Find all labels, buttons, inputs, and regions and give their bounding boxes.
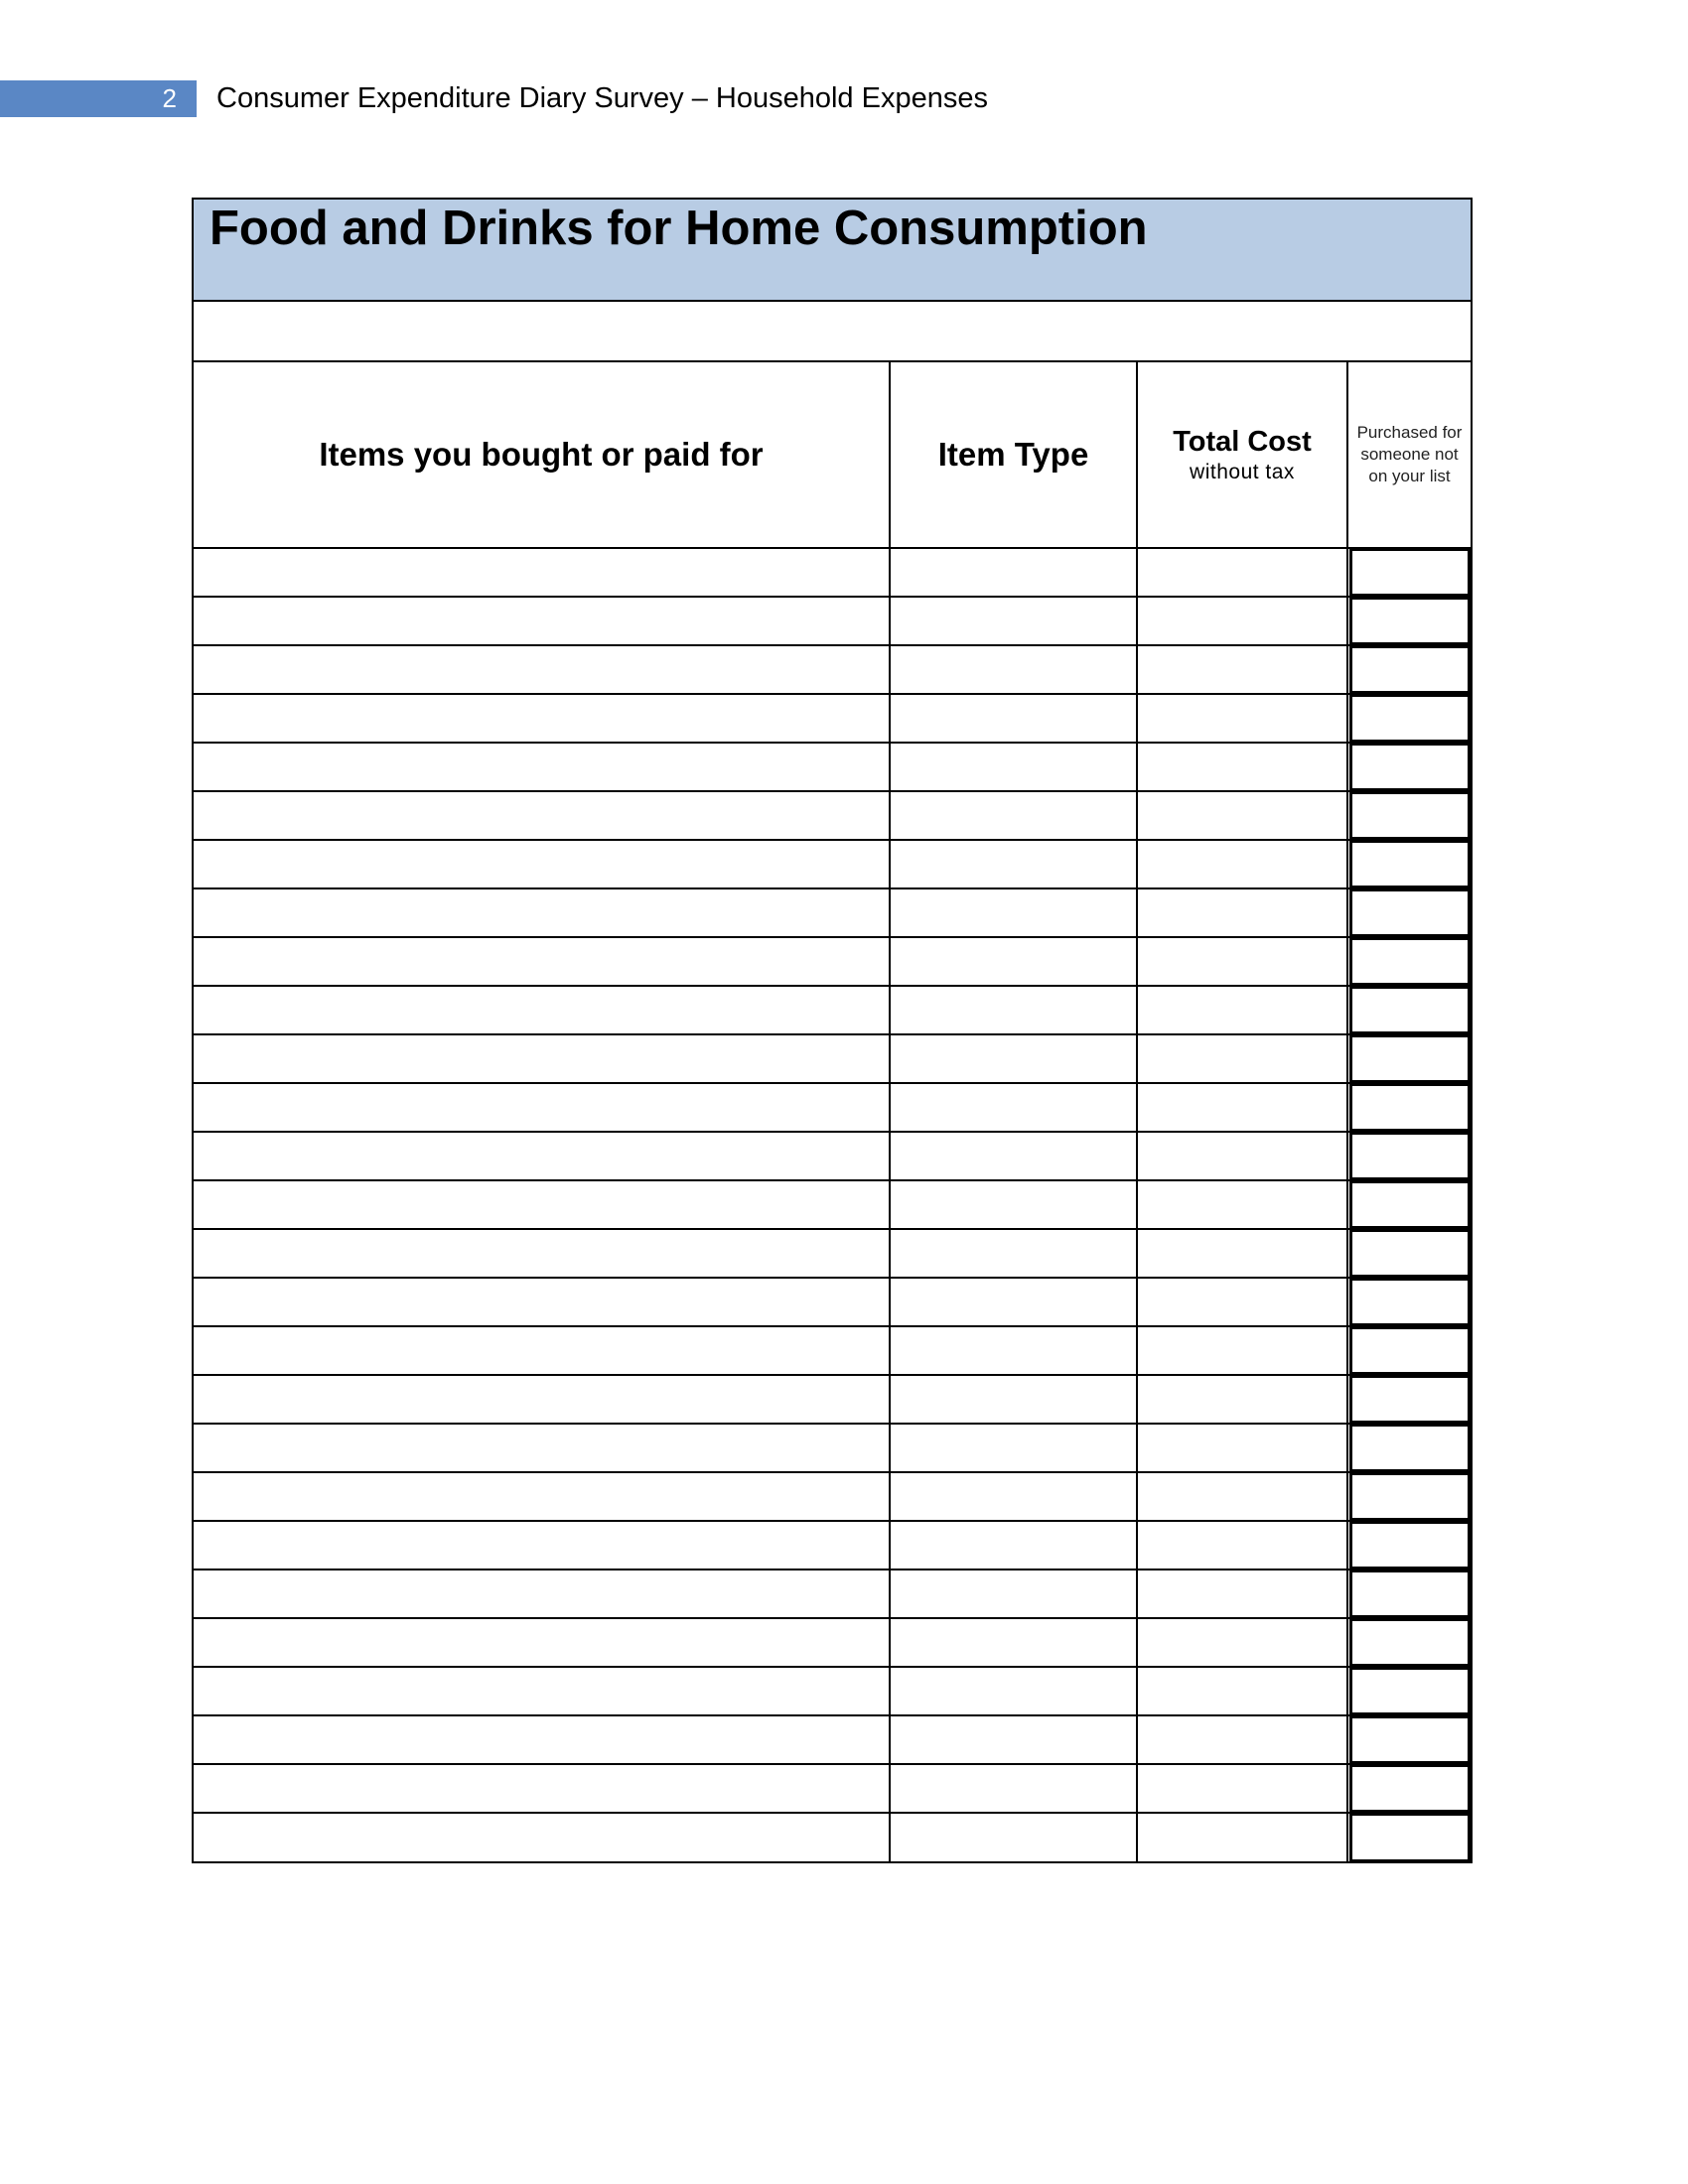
total-cost-cell[interactable]	[1137, 597, 1347, 645]
item-type-cell[interactable]	[890, 1813, 1137, 1861]
total-cost-cell[interactable]	[1137, 1618, 1347, 1667]
purchased-for-checkbox[interactable]	[1349, 888, 1471, 937]
item-type-cell[interactable]	[890, 986, 1137, 1034]
item-description-cell[interactable]	[194, 1278, 890, 1326]
purchased-for-cell	[1347, 645, 1471, 694]
purchased-for-cell	[1347, 1424, 1471, 1472]
table-row	[194, 1229, 1471, 1278]
item-description-cell[interactable]	[194, 694, 890, 743]
purchased-for-cell	[1347, 1229, 1471, 1278]
purchased-for-checkbox[interactable]	[1349, 1278, 1471, 1326]
total-cost-cell[interactable]	[1137, 1375, 1347, 1424]
purchased-for-checkbox[interactable]	[1349, 1180, 1471, 1229]
table-row	[194, 645, 1471, 694]
table-row	[194, 597, 1471, 645]
purchased-for-checkbox[interactable]	[1349, 1083, 1471, 1132]
purchased-for-checkbox[interactable]	[1349, 597, 1471, 645]
table-row	[194, 1278, 1471, 1326]
item-description-cell[interactable]	[194, 1326, 890, 1375]
item-type-cell[interactable]	[890, 937, 1137, 986]
purchased-for-cell	[1347, 791, 1471, 840]
table-row	[194, 1813, 1471, 1861]
purchased-for-cell	[1347, 888, 1471, 937]
item-type-cell[interactable]	[890, 791, 1137, 840]
table-row	[194, 1424, 1471, 1472]
table-row	[194, 791, 1471, 840]
column-header-purchased-for-label: Purchased for someone not on your list	[1356, 423, 1463, 485]
item-type-cell[interactable]	[890, 645, 1137, 694]
item-description-cell[interactable]	[194, 1667, 890, 1715]
item-description-cell[interactable]	[194, 548, 890, 597]
purchased-for-checkbox[interactable]	[1349, 791, 1471, 840]
total-cost-cell[interactable]	[1137, 840, 1347, 888]
item-type-cell[interactable]	[890, 1618, 1137, 1667]
purchased-for-checkbox[interactable]	[1349, 1132, 1471, 1180]
table-row	[194, 1618, 1471, 1667]
total-cost-cell[interactable]	[1137, 1667, 1347, 1715]
table-row	[194, 1667, 1471, 1715]
item-description-cell[interactable]	[194, 888, 890, 937]
purchased-for-checkbox[interactable]	[1349, 937, 1471, 986]
purchased-for-cell	[1347, 548, 1471, 597]
total-cost-cell[interactable]	[1137, 1180, 1347, 1229]
item-type-cell[interactable]	[890, 1764, 1137, 1813]
form-title-band	[194, 200, 1471, 302]
item-type-cell[interactable]	[890, 1667, 1137, 1715]
running-header-title: Consumer Expenditure Diary Survey – Household Expenses	[216, 82, 988, 114]
item-type-cell[interactable]	[890, 1375, 1137, 1424]
page-number-tab	[0, 80, 197, 117]
item-type-cell[interactable]	[890, 1521, 1137, 1570]
item-description-cell[interactable]	[194, 1375, 890, 1424]
item-description-cell[interactable]	[194, 1424, 890, 1472]
purchased-for-checkbox[interactable]	[1349, 840, 1471, 888]
table-body	[194, 548, 1471, 1861]
column-header-item-type	[890, 362, 1137, 548]
purchased-for-cell	[1347, 1180, 1471, 1229]
purchased-for-checkbox[interactable]	[1349, 1424, 1471, 1472]
purchased-for-cell	[1347, 1570, 1471, 1618]
total-cost-cell[interactable]	[1137, 1764, 1347, 1813]
item-description-cell[interactable]	[194, 791, 890, 840]
total-cost-cell[interactable]	[1137, 1813, 1347, 1861]
item-description-cell[interactable]	[194, 1132, 890, 1180]
column-header-total-cost-label: Total Cost	[1173, 425, 1312, 458]
total-cost-cell[interactable]	[1137, 1521, 1347, 1570]
item-type-cell[interactable]	[890, 1229, 1137, 1278]
purchased-for-cell	[1347, 1813, 1471, 1861]
item-type-cell[interactable]	[890, 597, 1137, 645]
purchased-for-cell	[1347, 937, 1471, 986]
item-type-cell[interactable]	[890, 694, 1137, 743]
purchased-for-cell	[1347, 1764, 1471, 1813]
item-type-cell[interactable]	[890, 1180, 1137, 1229]
purchased-for-checkbox[interactable]	[1349, 645, 1471, 694]
item-type-cell[interactable]	[890, 1083, 1137, 1132]
table-row	[194, 986, 1471, 1034]
item-type-cell[interactable]	[890, 888, 1137, 937]
total-cost-cell[interactable]	[1137, 694, 1347, 743]
purchased-for-cell	[1347, 1715, 1471, 1764]
purchased-for-cell	[1347, 1472, 1471, 1521]
item-type-cell[interactable]	[890, 743, 1137, 791]
total-cost-cell[interactable]	[1137, 1472, 1347, 1521]
item-description-cell[interactable]	[194, 840, 890, 888]
purchased-for-cell	[1347, 1083, 1471, 1132]
purchased-for-cell	[1347, 1132, 1471, 1180]
total-cost-cell[interactable]	[1137, 1715, 1347, 1764]
purchased-for-cell	[1347, 597, 1471, 645]
purchased-for-cell	[1347, 694, 1471, 743]
table-row	[194, 1180, 1471, 1229]
table-row	[194, 548, 1471, 597]
table-row	[194, 1375, 1471, 1424]
table-row	[194, 937, 1471, 986]
total-cost-cell[interactable]	[1137, 645, 1347, 694]
item-description-cell[interactable]	[194, 1521, 890, 1570]
item-description-cell[interactable]	[194, 743, 890, 791]
item-type-cell[interactable]	[890, 1715, 1137, 1764]
table-row	[194, 1034, 1471, 1083]
total-cost-cell[interactable]	[1137, 1278, 1347, 1326]
item-type-cell[interactable]	[890, 1570, 1137, 1618]
item-description-cell[interactable]	[194, 1618, 890, 1667]
total-cost-cell[interactable]	[1137, 1132, 1347, 1180]
purchased-for-checkbox[interactable]	[1349, 548, 1471, 597]
item-type-cell[interactable]	[890, 1472, 1137, 1521]
purchased-for-checkbox[interactable]	[1349, 1326, 1471, 1375]
item-description-cell[interactable]	[194, 1764, 890, 1813]
form-title: Food and Drinks for Home Consumption	[210, 202, 1148, 255]
column-header-total-cost-sublabel: without tax	[1190, 460, 1295, 483]
item-description-cell[interactable]	[194, 597, 890, 645]
purchased-for-checkbox[interactable]	[1349, 1813, 1471, 1862]
item-type-cell[interactable]	[890, 548, 1137, 597]
purchased-for-checkbox[interactable]	[1349, 1570, 1471, 1618]
table-header-row	[194, 362, 1471, 548]
item-type-cell[interactable]	[890, 1034, 1137, 1083]
purchased-for-checkbox[interactable]	[1349, 743, 1471, 791]
table-row	[194, 694, 1471, 743]
purchased-for-cell	[1347, 1326, 1471, 1375]
column-header-items-label: Items you bought or paid for	[319, 436, 764, 473]
purchased-for-cell	[1347, 1618, 1471, 1667]
purchased-for-checkbox[interactable]	[1349, 1715, 1471, 1764]
total-cost-cell[interactable]	[1137, 888, 1347, 937]
total-cost-cell[interactable]	[1137, 1570, 1347, 1618]
column-header-purchased-for	[1347, 362, 1471, 548]
purchased-for-cell	[1347, 1278, 1471, 1326]
item-type-cell[interactable]	[890, 1424, 1137, 1472]
item-type-cell[interactable]	[890, 1326, 1137, 1375]
total-cost-cell[interactable]	[1137, 548, 1347, 597]
table-row	[194, 888, 1471, 937]
item-type-cell[interactable]	[890, 1278, 1137, 1326]
total-cost-cell[interactable]	[1137, 743, 1347, 791]
purchased-for-checkbox[interactable]	[1349, 1229, 1471, 1278]
column-header-items	[194, 362, 890, 548]
purchased-for-cell	[1347, 1034, 1471, 1083]
item-description-cell[interactable]	[194, 1715, 890, 1764]
total-cost-cell[interactable]	[1137, 1326, 1347, 1375]
total-cost-cell[interactable]	[1137, 1229, 1347, 1278]
purchased-for-checkbox[interactable]	[1349, 694, 1471, 743]
table-row	[194, 840, 1471, 888]
total-cost-cell[interactable]	[1137, 986, 1347, 1034]
purchased-for-checkbox[interactable]	[1349, 1472, 1471, 1521]
item-type-cell[interactable]	[890, 840, 1137, 888]
total-cost-cell[interactable]	[1137, 1083, 1347, 1132]
column-header-item-type-label: Item Type	[937, 436, 1089, 473]
item-description-cell[interactable]	[194, 937, 890, 986]
item-description-cell[interactable]	[194, 1034, 890, 1083]
purchased-for-checkbox[interactable]	[1349, 1034, 1471, 1083]
item-description-cell[interactable]	[194, 1472, 890, 1521]
total-cost-cell[interactable]	[1137, 1424, 1347, 1472]
table-row	[194, 1521, 1471, 1570]
purchased-for-cell	[1347, 840, 1471, 888]
blank-entry-band[interactable]	[194, 302, 1471, 362]
purchased-for-checkbox[interactable]	[1349, 1667, 1471, 1715]
page-number: 2	[162, 83, 177, 113]
table-row	[194, 1132, 1471, 1180]
item-description-cell[interactable]	[194, 986, 890, 1034]
table-row	[194, 1715, 1471, 1764]
purchased-for-checkbox[interactable]	[1349, 1521, 1471, 1570]
purchased-for-checkbox[interactable]	[1349, 1618, 1471, 1667]
purchased-for-checkbox[interactable]	[1349, 1375, 1471, 1424]
item-description-cell[interactable]	[194, 1180, 890, 1229]
total-cost-cell[interactable]	[1137, 1034, 1347, 1083]
item-description-cell[interactable]	[194, 645, 890, 694]
table-row	[194, 1570, 1471, 1618]
item-description-cell[interactable]	[194, 1813, 890, 1861]
expense-table	[194, 362, 1471, 1861]
table-row	[194, 1083, 1471, 1132]
table-row	[194, 1326, 1471, 1375]
expense-form	[192, 198, 1473, 1863]
purchased-for-checkbox[interactable]	[1349, 1764, 1471, 1813]
purchased-for-cell	[1347, 1667, 1471, 1715]
table-row	[194, 1472, 1471, 1521]
purchased-for-cell	[1347, 1375, 1471, 1424]
item-description-cell[interactable]	[194, 1229, 890, 1278]
table-row	[194, 1764, 1471, 1813]
table-row	[194, 743, 1471, 791]
purchased-for-cell	[1347, 743, 1471, 791]
total-cost-cell[interactable]	[1137, 937, 1347, 986]
purchased-for-cell	[1347, 986, 1471, 1034]
purchased-for-checkbox[interactable]	[1349, 986, 1471, 1034]
item-description-cell[interactable]	[194, 1570, 890, 1618]
total-cost-cell[interactable]	[1137, 791, 1347, 840]
purchased-for-cell	[1347, 1521, 1471, 1570]
column-header-total-cost	[1137, 362, 1347, 548]
item-type-cell[interactable]	[890, 1132, 1137, 1180]
item-description-cell[interactable]	[194, 1083, 890, 1132]
